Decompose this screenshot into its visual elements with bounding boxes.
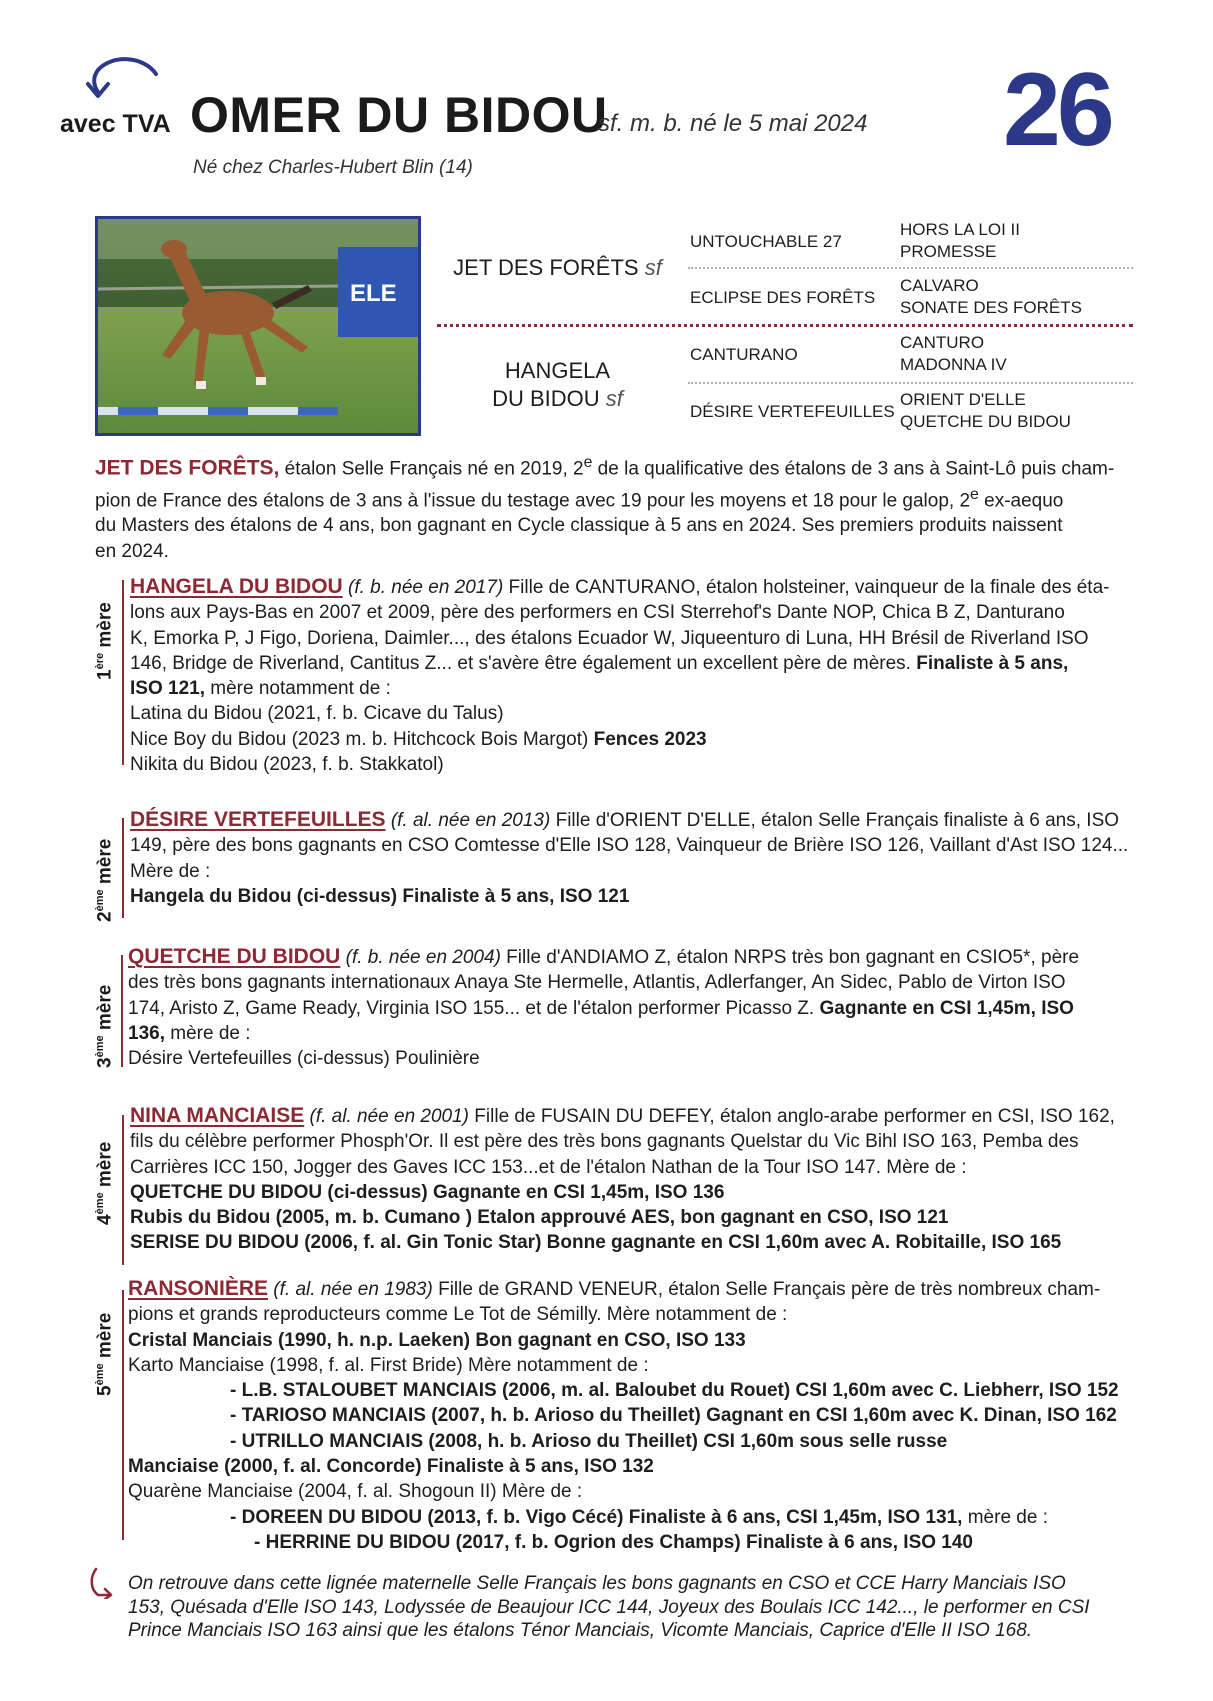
great-grandparent-2: PROMESSE: [900, 242, 997, 261]
lot-number: 26: [1003, 52, 1111, 168]
dam-name-line2: DU BIDOU: [492, 386, 600, 411]
sire-name: JET DES FORÊTS: [453, 255, 639, 280]
granddam-maternal: DÉSIRE VERTEFEUILLES: [690, 402, 895, 421]
dam-2-name: DÉSIRE VERTEFEUILLES: [130, 808, 386, 831]
dam-1-name: HANGELA DU BIDOU: [130, 575, 343, 598]
horse-name: OMER DU BIDOU: [190, 87, 608, 143]
dam-5-name: RANSONIÈRE: [128, 1277, 269, 1300]
pedigree-divider-main: [437, 324, 1133, 327]
dam-5-section: RANSONIÈRE (f. al. née en 1983) Fille de GRAND VENEUR, étalon Selle Français père de très nombreux cham- pions et grands reproducteurs comme Le Tot de Sémilly. Mère notamment de : Cristal Manciais (1990, h. n.p. Laeken) Bon gagnant en CSO, ISO 133 Karto Manciaise (1998, f. al. First Bride) Mère notamment de : - L.B. STALOUBET MANCIAIS (2006, m. al. Baloubet du Rouet) CSI 1,60m avec C. Liebherr, ISO 152 - TARIOSO MANCIAIS (2007, h. b. Arioso du Theillet) Gagnant en CSI 1,60m avec K. Dinan, ISO 162 - UTRILLO MANCIAIS (2008, h. b. Arioso du Theillet) CSI 1,60m sous selle russe Manciaise (2000, f. al. Concorde) Finaliste à 5 ans, ISO 132 Quarène Manciaise (2004, f. al. Shogoun II) Mère de : - DOREEN DU BIDOU (2013, f. b. Vigo Cécé) Finaliste à 6 ans, CSI 1,45m, ISO 131, mère de : - HERRINE DU BIDOU (2017, f. b. Ogrion des Champs) Finaliste à 6 ans, ISO 140: [128, 1277, 1119, 1553]
dam-generation-label: 1ère mère: [94, 602, 116, 680]
dam-generation-label: 2ème mère: [94, 838, 116, 922]
section-bar: [122, 818, 124, 918]
pedigree-divider: [688, 267, 1133, 269]
grandsire-paternal: UNTOUCHABLE 27: [690, 232, 842, 251]
pedigree-divider: [688, 382, 1133, 384]
horse-description: sf. m. b. né le 5 mai 2024: [598, 110, 868, 137]
pedigree-sire: [445, 255, 670, 281]
dam-2-section: DÉSIRE VERTEFEUILLES (f. al. née en 2013) Fille d'ORIENT D'ELLE, étalon Selle Français finaliste à 6 ans, ISO 149, père des bons gagnants en CSO Comtesse d'Elle ISO 128, Vainqueur de Brière ISO 126, Vaillant d'Ast ISO 124... Mère de : Hangela du Bidou (ci-dessus) Finaliste à 5 ans, ISO 121: [130, 808, 1129, 907]
dam-3-name: QUETCHE DU BIDOU: [128, 945, 341, 968]
great-grandparent-4: SONATE DES FORÊTS: [900, 298, 1082, 317]
lineage-footnote: On retrouve dans cette lignée maternelle Selle Français les bons gagnants en CSO et CCE Harry Manciais ISO 153, Quésada d'Elle ISO 143, Lodyssée de Beaujour ICC 144, Joyeux des Boulais ICC 142..., le performer en CSI Prince Manciais ISO 163 ainsi que les étalons Ténor Manciais, Vicomte Manciais, Caprice d'Elle II ISO 168.: [128, 1573, 1090, 1641]
great-grandparent-6: MADONNA IV: [900, 355, 1007, 374]
dam-generation-label: 3ème mère: [94, 984, 116, 1068]
great-grandparent-3: CALVARO: [900, 276, 979, 295]
section-bar: [121, 955, 123, 1067]
return-arrow-icon: [88, 1567, 114, 1599]
section-bar: [122, 1115, 124, 1265]
vat-label: avec TVA: [60, 110, 171, 138]
curved-arrow-icon: [82, 52, 162, 108]
foal-photo: [95, 216, 421, 436]
foal-photo-illustration: [98, 219, 418, 433]
dam-3-section: QUETCHE DU BIDOU (f. b. née en 2004) Fille d'ANDIAMO Z, étalon NRPS très bon gagnant en CSIO5*, père des très bons gagnants internationaux Anaya Ste Hermelle, Atlantis, Adlerfanger, An Sidec, Pablo de Virton ISO 174, Aristo Z, Game Ready, Virginia ISO 155... et de l'étalon performer Picasso Z. Gagnante en CSI 1,45m, ISO 136, mère de : Désire Vertefeuilles (ci-dessus) Poulinière: [128, 945, 1080, 1070]
dam-generation-label: 5ème mère: [94, 1312, 116, 1396]
sire-description: JET DES FORÊTS, étalon Selle Français né en 2019, 2e de la qualificative des étalons de 3 ans à Saint-Lô puis cham- pion de France des étalons de 3 ans à l'issue du testage avec 19 pour les moyens et 18 pour le galop, 2e ex-aequo du Masters des étalons de 4 ans, bon gagnant en Cycle classique à 5 ans en 2024. Ses premiers produits naissent en 2024.: [95, 454, 1115, 562]
section-bar: [122, 580, 124, 765]
dam-stud: sf: [605, 386, 623, 411]
grandsire-maternal: CANTURANO: [690, 345, 798, 364]
breeder-line: Né chez Charles-Hubert Blin (14): [193, 157, 473, 178]
sire-stud: sf: [644, 255, 662, 280]
dam-4-section: NINA MANCIAISE (f. al. née en 2001) Fille de FUSAIN DU DEFEY, étalon anglo-arabe performer en CSI, ISO 162, fils du célèbre performer Phosph'Or. Il est père des très bons gagnants Quelstar du Vic Bihl ISO 163, Pemba des Carrières ICC 150, Jogger des Gaves ICC 153...et de l'étalon Nathan de la Tour ISO 147. Mère de : QUETCHE DU BIDOU (ci-dessus) Gagnante en CSI 1,45m, ISO 136 Rubis du Bidou (2005, m. b. Cumano ) Etalon approuvé AES, bon gagnant en CSO, ISO 121 SERISE DU BIDOU (2006, f. al. Gin Tonic Star) Bonne gagnante en CSI 1,60m avec A. Robitaille, ISO 165: [130, 1104, 1115, 1254]
dam-1-section: HANGELA DU BIDOU (f. b. née en 2017) Fille de CANTURANO, étalon holsteiner, vainqueur de la finale des éta- lons aux Pays-Bas en 2007 et 2009, père des performers en CSI Sterrehof's Dante NOP, Chica B Z, Danturano K, Emorka P, J Figo, Doriena, Daimler..., des étalons Ecuador W, Jiqueenturo di Luna, HH Brésil de Riverland ISO 146, Bridge de Riverland, Cantitus Z... et s'avère être également un excellent père de mères. Finaliste à 5 ans, ISO 121, mère notamment de : Latina du Bidou (2021, f. b. Cicave du Talus) Nice Boy du Bidou (2023 m. b. Hitchcock Bois Margot) Fences 2023 Nikita du Bidou (2023, f. b. Stakkatol): [130, 575, 1110, 776]
sire-heading: JET DES FORÊTS,: [95, 456, 280, 480]
pedigree-dam: [445, 357, 670, 413]
section-bar: [122, 1290, 124, 1540]
great-grandparent-1: HORS LA LOI II: [900, 220, 1020, 239]
great-grandparent-8: QUETCHE DU BIDOU: [900, 412, 1071, 431]
dam-name-line1: HANGELA: [504, 358, 611, 383]
great-grandparent-7: ORIENT D'ELLE: [900, 390, 1026, 409]
dam-generation-label: 4ème mère: [94, 1141, 116, 1225]
great-grandparent-5: CANTURO: [900, 333, 985, 352]
banner-text: ELE: [350, 280, 397, 307]
granddam-paternal: ECLIPSE DES FORÊTS: [690, 288, 876, 307]
dam-4-name: NINA MANCIAISE: [130, 1104, 305, 1127]
